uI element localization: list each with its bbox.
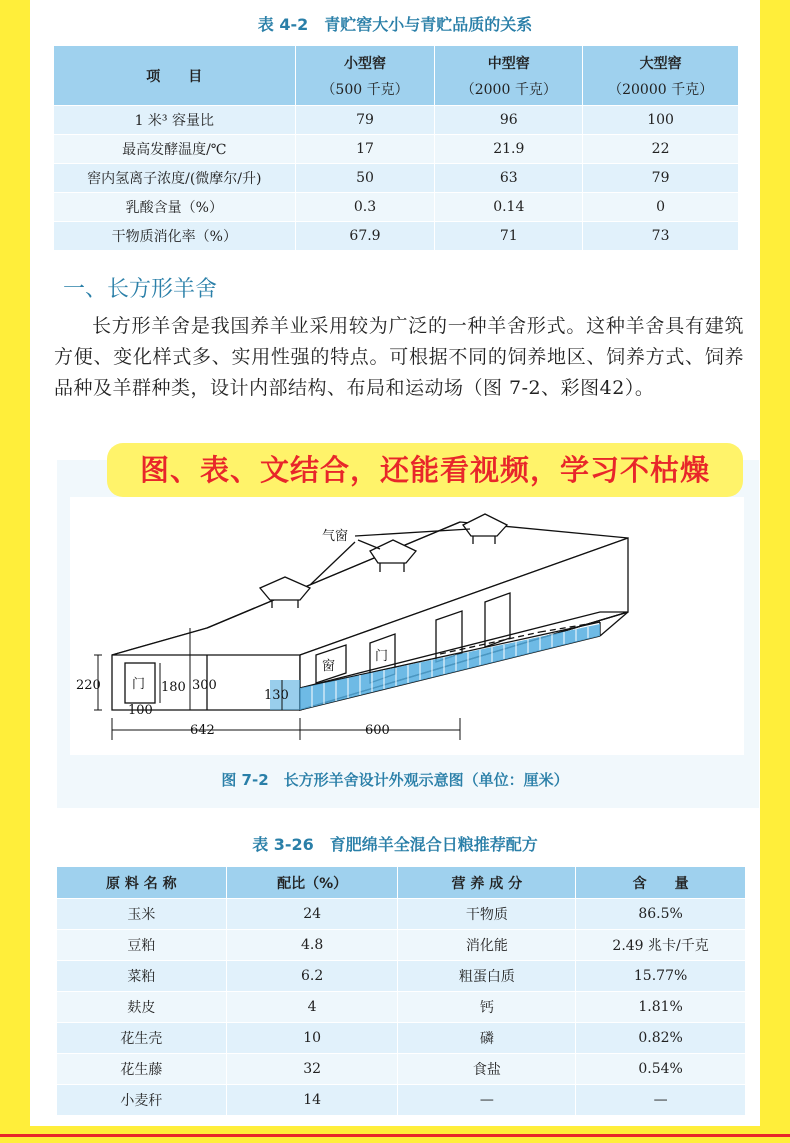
dim-300: 300 [192,678,217,693]
bottom-red-rule [0,1134,790,1137]
table-cell: 钙 [398,992,576,1023]
table-cell: 食盐 [398,1054,576,1085]
table-row [57,1023,746,1054]
table2-header: 原 料 名 称 [57,867,227,899]
table2-header: 含 量 [576,867,746,899]
side-door-label: 门 [132,677,146,692]
table-cell: 磷 [398,1023,576,1054]
table-cell: 100 [583,106,739,135]
table-cell: 50 [295,164,435,193]
section-paragraph: 长方形羊舍是我国养羊业采用较为广泛的一种羊舍形式。这种羊舍具有建筑方便、变化样式多、实用性强的特点。可根据不同的饲养地区、饲养方式、饲养品种及羊群种类，设计内部结构、布局和运动场（图 7-2、彩图42）。 [54,315,744,399]
table-cell: 79 [583,164,739,193]
table-cell: 乳酸含量（%） [54,193,296,222]
table-cell: 0.54% [576,1054,746,1085]
table-cell: 4 [226,992,398,1023]
dim-600: 600 [365,723,390,738]
table-cell: 菜粕 [57,961,227,992]
table-cell: 96 [435,106,583,135]
table-cell: 15.77% [576,961,746,992]
table-row [57,961,746,992]
table-cell: 14 [226,1085,398,1116]
promo-banner: 图、表、文结合，还能看视频，学习不枯燥 [107,443,743,497]
table-cell: 22 [583,135,739,164]
table1-title: 表 4-2 青贮窖大小与青贮品质的关系 [257,15,533,34]
table-row [57,930,746,961]
table-cell: 干物质 [398,899,576,930]
table-cell: 最高发酵温度/℃ [54,135,296,164]
table-cell: 79 [295,106,435,135]
table-cell: 麸皮 [57,992,227,1023]
dim-642: 642 [190,723,215,738]
table-cell: 10 [226,1023,398,1054]
table-cell: 窖内氢离子浓度/(微摩尔/升) [54,164,296,193]
table-cell: 0 [583,193,739,222]
table2-header: 营 养 成 分 [398,867,576,899]
table-cell: 73 [583,222,739,251]
table1-header-col: 中型窖 （2000 千克） [435,46,583,106]
table1-header-col: 小型窖 （500 千克） [295,46,435,106]
dim-100: 100 [128,703,153,718]
table-cell: 21.9 [435,135,583,164]
table-cell: 1 米³ 容量比 [54,106,296,135]
table-cell: 63 [435,164,583,193]
table1-header-col: 大型窖 （20000 千克） [583,46,739,106]
table-cell: 干物质消化率（%） [54,222,296,251]
table1-header-item: 项 目 [54,46,296,106]
dim-180: 180 [161,680,186,695]
table-cell: 6.2 [226,961,398,992]
front-door-label: 门 [375,649,389,664]
table-row [57,1085,746,1116]
table-cell: 32 [226,1054,398,1085]
table-cell: 0.82% [576,1023,746,1054]
table-cell: 2.49 兆卡/千克 [576,930,746,961]
table-cell: 86.5% [576,899,746,930]
vent-label: 气窗 [322,529,349,544]
table-cell: 24 [226,899,398,930]
table2-title: 表 3-26 育肥绵羊全混合日粮推荐配方 [252,835,538,854]
window-label: 窗 [322,659,336,674]
table-cell: 1.81% [576,992,746,1023]
table-cell: 71 [435,222,583,251]
table-cell: 消化能 [398,930,576,961]
table-cell: 67.9 [295,222,435,251]
table-cell: — [576,1085,746,1116]
table-cell: 17 [295,135,435,164]
table2-header: 配比（%） [226,867,398,899]
table-row [57,1054,746,1085]
table-cell: 0.14 [435,193,583,222]
table-cell: 4.8 [226,930,398,961]
table-cell: 花生藤 [57,1054,227,1085]
table-cell: 小麦秆 [57,1085,227,1116]
table-row [57,992,746,1023]
table-cell: 花生壳 [57,1023,227,1054]
dim-130: 130 [264,688,289,703]
dim-220: 220 [76,678,101,693]
section-heading: 一、长方形羊舍 [63,277,218,302]
figure-caption: 图 7-2 长方形羊舍设计外观示意图（单位：厘米） [221,771,569,789]
ration-formula-table [56,866,746,1116]
table-cell: — [398,1085,576,1116]
table-cell: 豆粕 [57,930,227,961]
table-row [57,899,746,930]
table-cell: 粗蛋白质 [398,961,576,992]
table-cell: 0.3 [295,193,435,222]
table-cell: 玉米 [57,899,227,930]
